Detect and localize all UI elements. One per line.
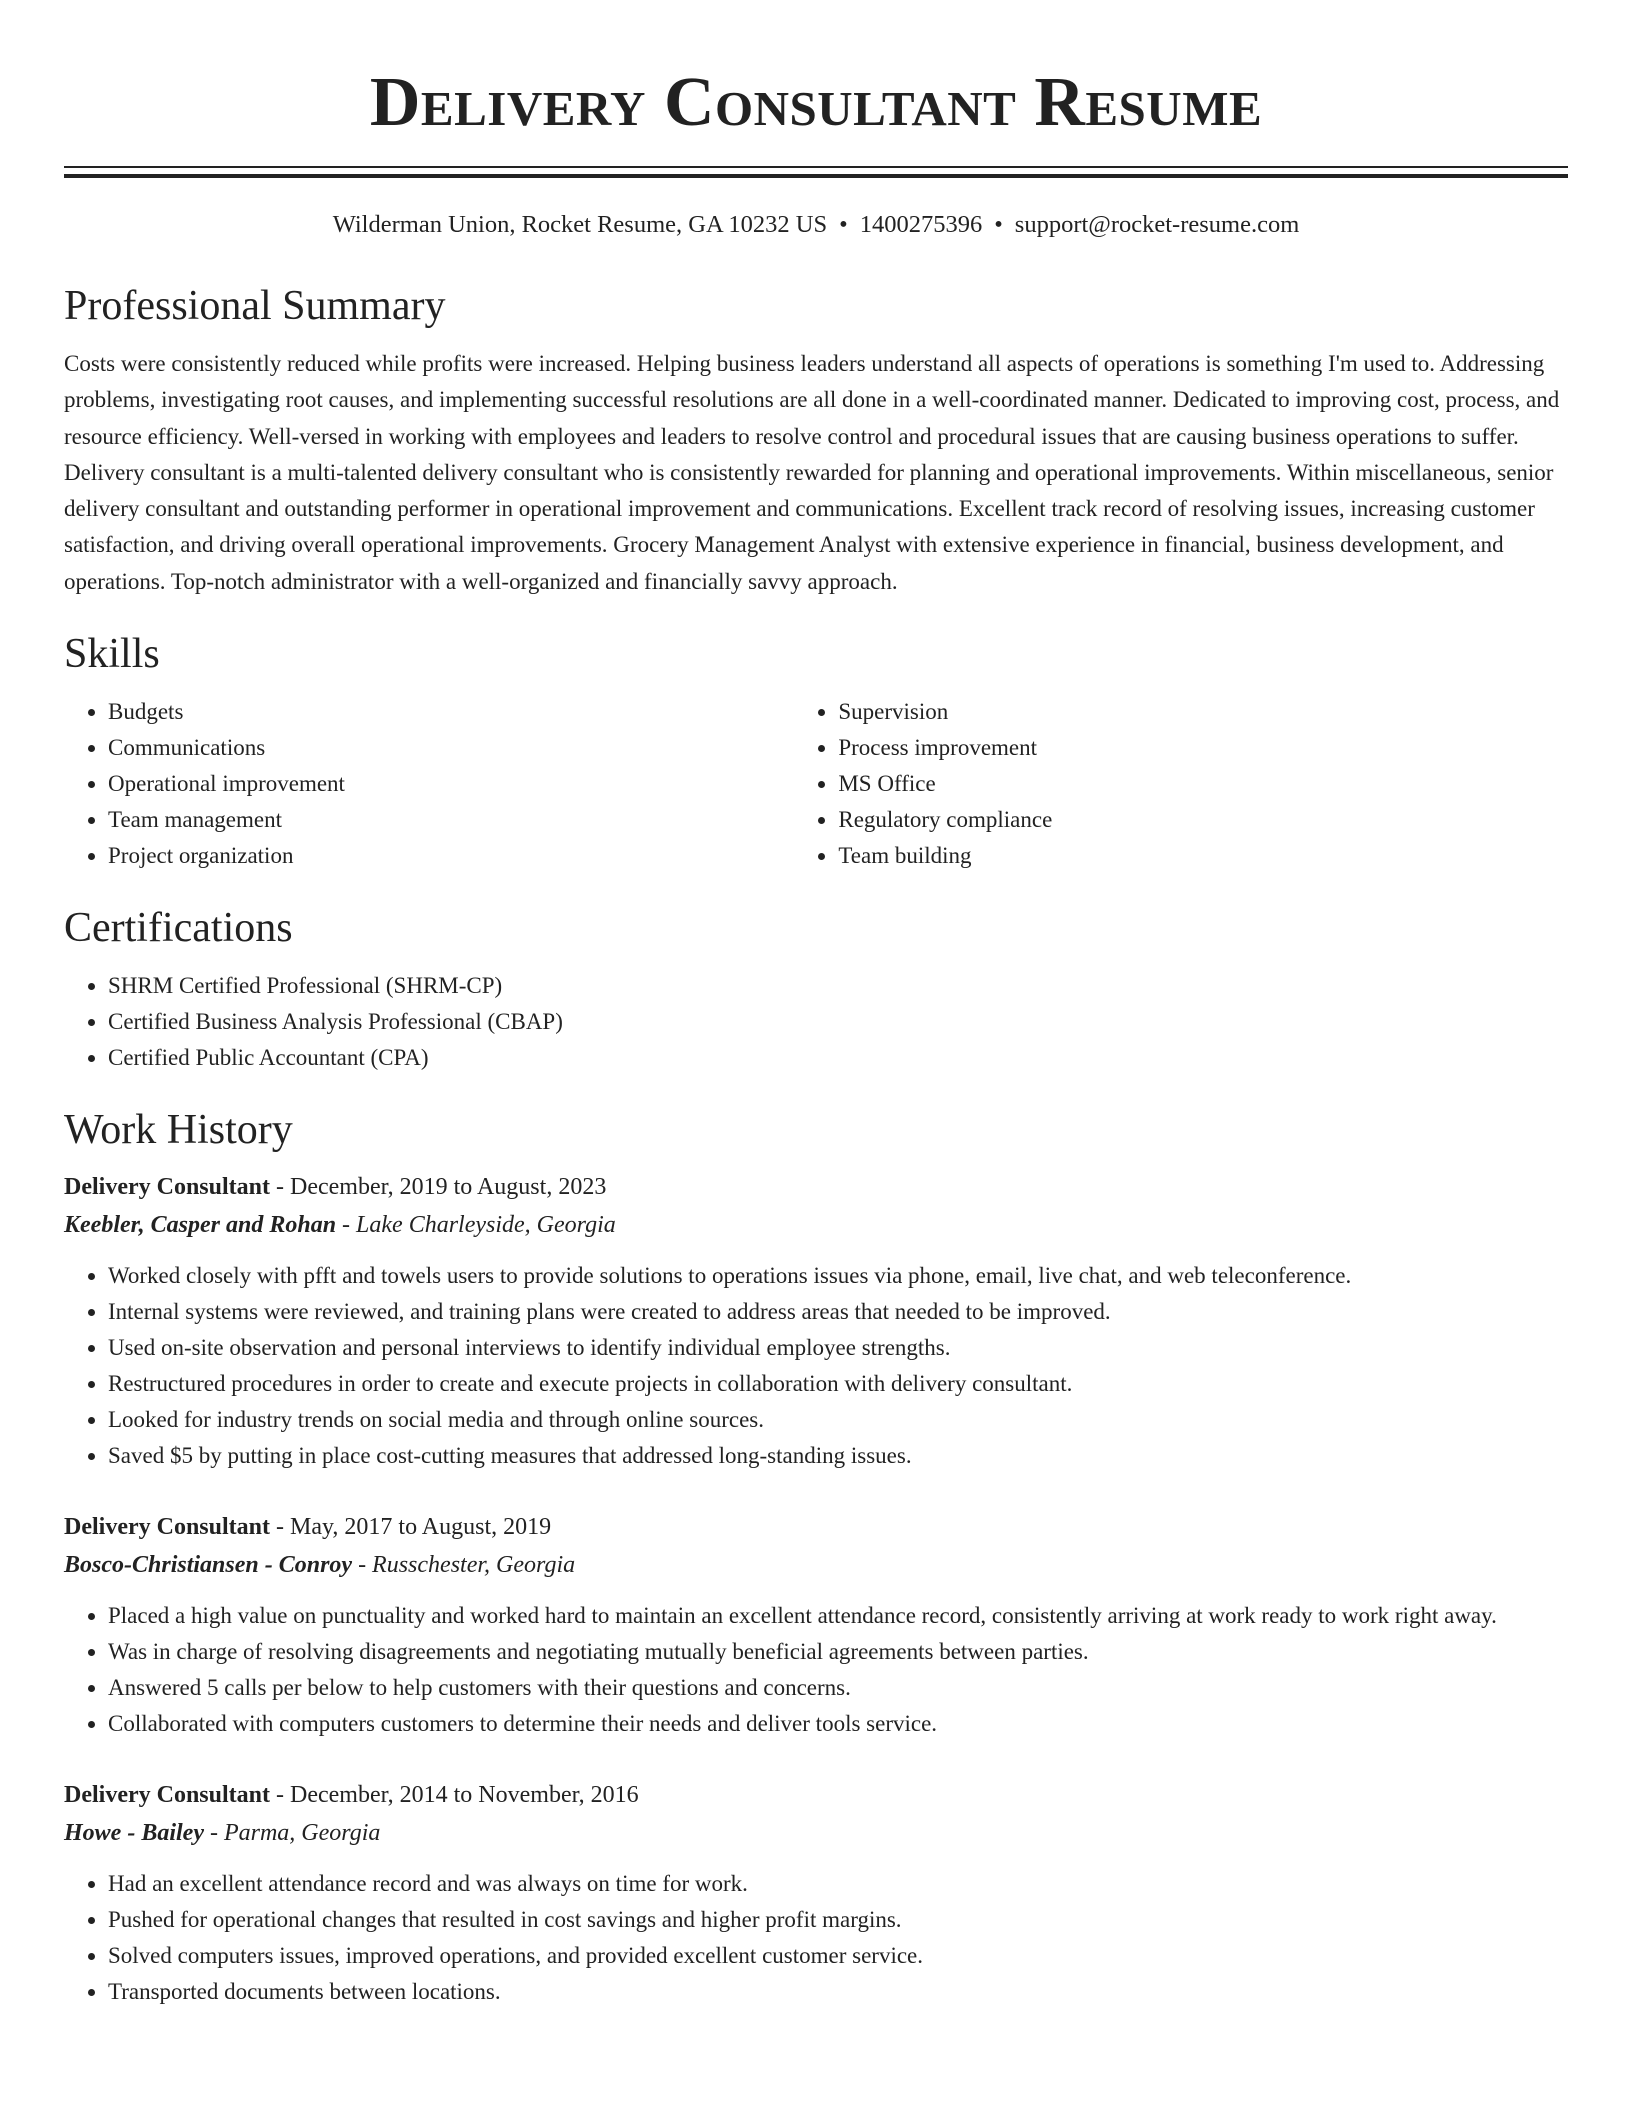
skill-item: • Communications — [108, 730, 794, 766]
job-bullet: • Collaborated with computers customers to determine their needs and deliver tools service. — [108, 1706, 1568, 1742]
company-location: - Russchester, Georgia — [358, 1552, 576, 1579]
job-bullet: • Had an excellent attendance record and was always on time for work. — [108, 1866, 1568, 1902]
job-dates: - December, 2019 to August, 2023 — [276, 1174, 607, 1201]
skill-item: • Process improvement — [838, 730, 1568, 766]
job-bullets — [64, 1866, 1568, 2010]
contact-separator: • — [839, 211, 848, 238]
skill-item: • MS Office — [838, 766, 1568, 802]
job-bullet: • Used on-site observation and personal interviews to identify individual employee strengths. — [108, 1330, 1568, 1366]
resume-title: Delivery Consultant Resume — [369, 64, 1263, 141]
job-title-line — [64, 1776, 1568, 1814]
job-entry — [64, 1168, 1568, 1474]
skill-item: • Regulatory compliance — [838, 802, 1568, 838]
certification-item: • SHRM Certified Professional (SHRM-CP) — [108, 968, 1568, 1004]
job-bullets — [64, 1258, 1568, 1474]
job-bullet: • Was in charge of resolving disagreements and negotiating mutually beneficial agreements between parties. — [108, 1634, 1568, 1670]
job-dates: - December, 2014 to November, 2016 — [276, 1782, 639, 1809]
job-dates: - May, 2017 to August, 2019 — [276, 1514, 552, 1541]
skills-columns — [64, 694, 1568, 874]
job-bullet: • Looked for industry trends on social media and through online sources. — [108, 1402, 1568, 1438]
certification-item: • Certified Public Accountant (CPA) — [108, 1040, 1568, 1076]
company-name: Bosco-Christiansen - Conroy — [64, 1552, 353, 1579]
work-history-heading: Work History — [64, 1107, 293, 1154]
job-bullets — [64, 1598, 1568, 1742]
skills-heading: Skills — [64, 631, 160, 678]
contact-address: Wilderman Union, Rocket Resume, GA 10232 US — [332, 211, 828, 238]
job-title-line — [64, 1508, 1568, 1546]
job-bullet: • Restructured procedures in order to create and execute projects in collaboration with delivery consultant. — [108, 1366, 1568, 1402]
skill-item: • Operational improvement — [108, 766, 794, 802]
contact-line — [64, 208, 1568, 242]
job-bullet: • Internal systems were reviewed, and training plans were created to address areas that needed to be improved. — [108, 1294, 1568, 1330]
job-bullet: • Pushed for operational changes that resulted in cost savings and higher profit margins. — [108, 1902, 1568, 1938]
certifications-heading: Certifications — [64, 905, 293, 952]
contact-phone: 1400275396 — [859, 211, 983, 238]
company-line — [64, 1206, 1568, 1244]
job-title: Delivery Consultant — [64, 1174, 270, 1201]
company-name: Keebler, Casper and Rohan — [64, 1212, 337, 1239]
skills-left-list — [64, 694, 794, 874]
job-bullet: • Solved computers issues, improved operations, and provided excellent customer service. — [108, 1938, 1568, 1974]
skill-item: • Supervision — [838, 694, 1568, 730]
job-title: Delivery Consultant — [64, 1782, 270, 1809]
company-line — [64, 1546, 1568, 1584]
title-divider-thick — [64, 174, 1568, 178]
certification-item: • Certified Business Analysis Professional (CBAP) — [108, 1004, 1568, 1040]
skills-right-list — [794, 694, 1568, 874]
job-bullet: • Answered 5 calls per below to help customers with their questions and concerns. — [108, 1670, 1568, 1706]
summary-heading: Professional Summary — [64, 283, 446, 329]
company-name: Howe - Bailey — [64, 1820, 204, 1847]
job-title-line — [64, 1168, 1568, 1206]
job-entry — [64, 1508, 1568, 1742]
contact-separator: • — [994, 211, 1003, 238]
contact-email: support@rocket-resume.com — [1014, 211, 1300, 238]
job-bullet: • Worked closely with pfft and towels users to provide solutions to operations issues via phone, email, live chat, and web teleconference. — [108, 1258, 1568, 1294]
title-divider-thin — [64, 166, 1568, 168]
skill-item: • Team building — [838, 838, 1568, 874]
job-bullet: • Placed a high value on punctuality and worked hard to maintain an excellent attendance record, consistently arriving at work ready to work right away. — [108, 1598, 1568, 1634]
job-entry — [64, 1776, 1568, 2010]
company-location: - Lake Charleyside, Georgia — [342, 1212, 616, 1239]
skill-item: • Project organization — [108, 838, 794, 874]
resume-page — [64, 0, 1568, 2010]
skill-item: • Budgets — [108, 694, 794, 730]
job-bullet: • Saved $5 by putting in place cost-cutting measures that addressed long-standing issues. — [108, 1438, 1568, 1474]
job-title: Delivery Consultant — [64, 1514, 270, 1541]
skill-item: • Team management — [108, 802, 794, 838]
summary-text: Costs were consistently reduced while profits were increased. Helping business leaders understand all aspects of operations is something I'm used to. Addressing problems, investigating root causes, and implementing successful resolutions are all done in a well-coordinated manner. Dedicated to improving cost, process, and resource efficiency. Well-versed in working with employees and leaders to resolve control and procedural issues that are causing business operations to suffer. Delivery consultant is a multi-talented delivery consultant who is consistently rewarded for planning and operational improvements. Within miscellaneous, senior delivery consultant and outstanding performer in operational improvement and communications. Excellent track record of resolving issues, increasing customer satisfaction, and driving overall operational improvements. Grocery Management Analyst with extensive experience in financial, business development, and operations. Top-notch administrator with a well-organized and financially savvy approach. — [64, 351, 1560, 594]
company-location: - Parma, Georgia — [209, 1820, 381, 1847]
job-bullet: • Transported documents between locations. — [108, 1974, 1568, 2010]
certifications-list — [64, 968, 1568, 1076]
company-line — [64, 1814, 1568, 1852]
